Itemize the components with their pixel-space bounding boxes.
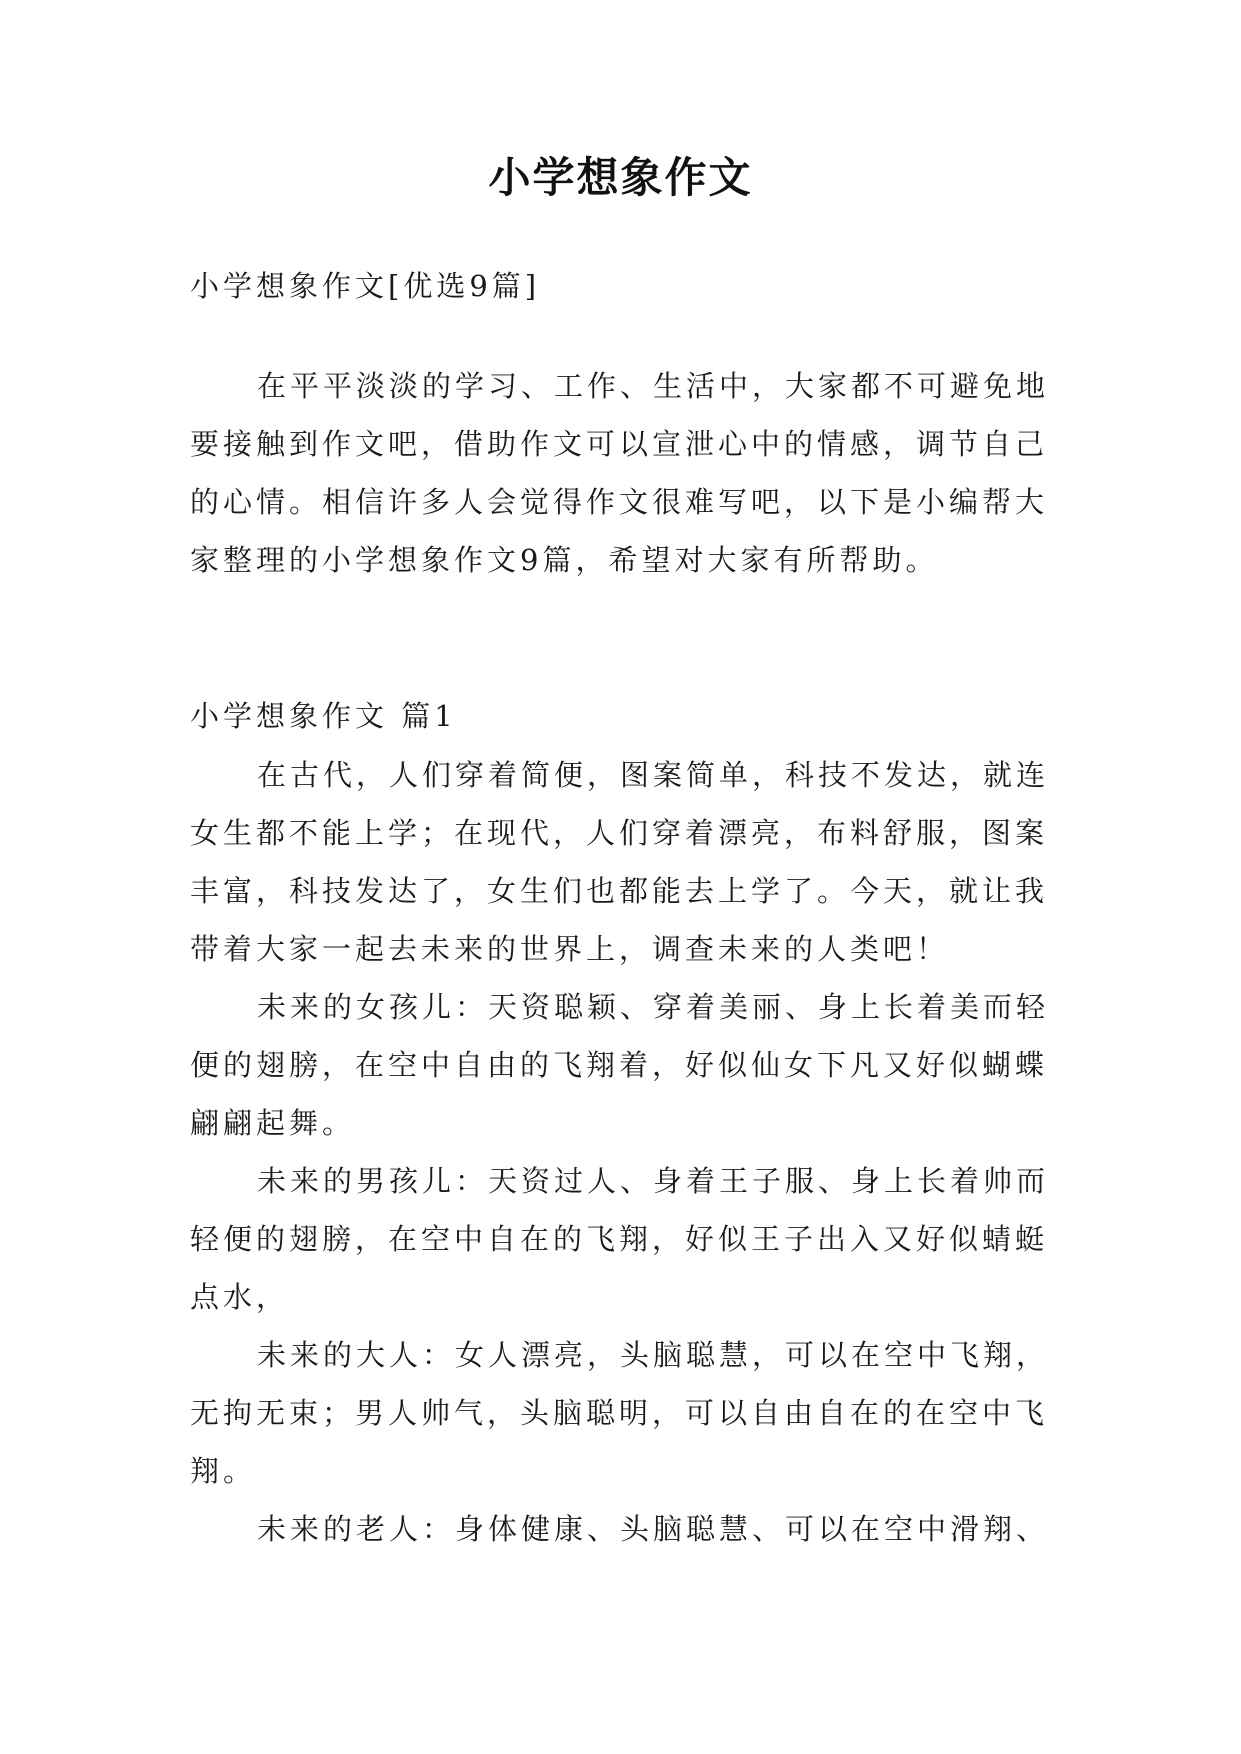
document-title: 小学想象作文 [488,153,753,202]
intro-line: 在平平淡淡的学习、工作、生活中，大家都不可避免地 [257,369,1050,403]
intro-line: 家整理的小学想象作文9篇，希望对大家有所帮助。 [190,543,939,577]
body-line: 未来的男孩儿：天资过人、身着王子服、身上长着帅而 [257,1164,1050,1198]
document-subtitle: 小学想象作文[优选9篇] [190,269,541,303]
body-line: 在古代，人们穿着简便，图案简单，科技不发达，就连 [257,758,1050,792]
section-heading: 小学想象作文 篇1 [190,699,457,733]
body-line: 翩翩起舞。 [190,1106,356,1140]
body-line: 无拘无束；男人帅气，头脑聪明，可以自由自在的在空中飞 [190,1396,1049,1430]
body-line: 丰富，科技发达了，女生们也都能去上学了。今天，就让我 [190,874,1049,908]
body-line: 未来的大人：女人漂亮，头脑聪慧，可以在空中飞翔， [257,1338,1050,1372]
intro-line: 要接触到作文吧，借助作文可以宣泄心中的情感，调节自己 [190,427,1049,461]
body-line: 未来的女孩儿：天资聪颖、穿着美丽、身上长着美而轻 [257,990,1050,1024]
body-line: 便的翅膀，在空中自由的飞翔着，好似仙女下凡又好似蝴蝶 [190,1048,1049,1082]
body-line: 未来的老人：身体健康、头脑聪慧、可以在空中滑翔、 [257,1512,1050,1546]
intro-line: 的心情。相信许多人会觉得作文很难写吧，以下是小编帮大 [190,485,1049,519]
body-line: 翔。 [190,1454,257,1488]
body-line: 轻便的翅膀，在空中自在的飞翔，好似王子出入又好似蜻蜓 [190,1222,1049,1256]
body-line: 带着大家一起去未来的世界上，调查未来的人类吧！ [190,932,950,966]
body-line: 女生都不能上学；在现代，人们穿着漂亮，布料舒服，图案 [190,816,1049,850]
body-line: 点水， [190,1280,290,1314]
